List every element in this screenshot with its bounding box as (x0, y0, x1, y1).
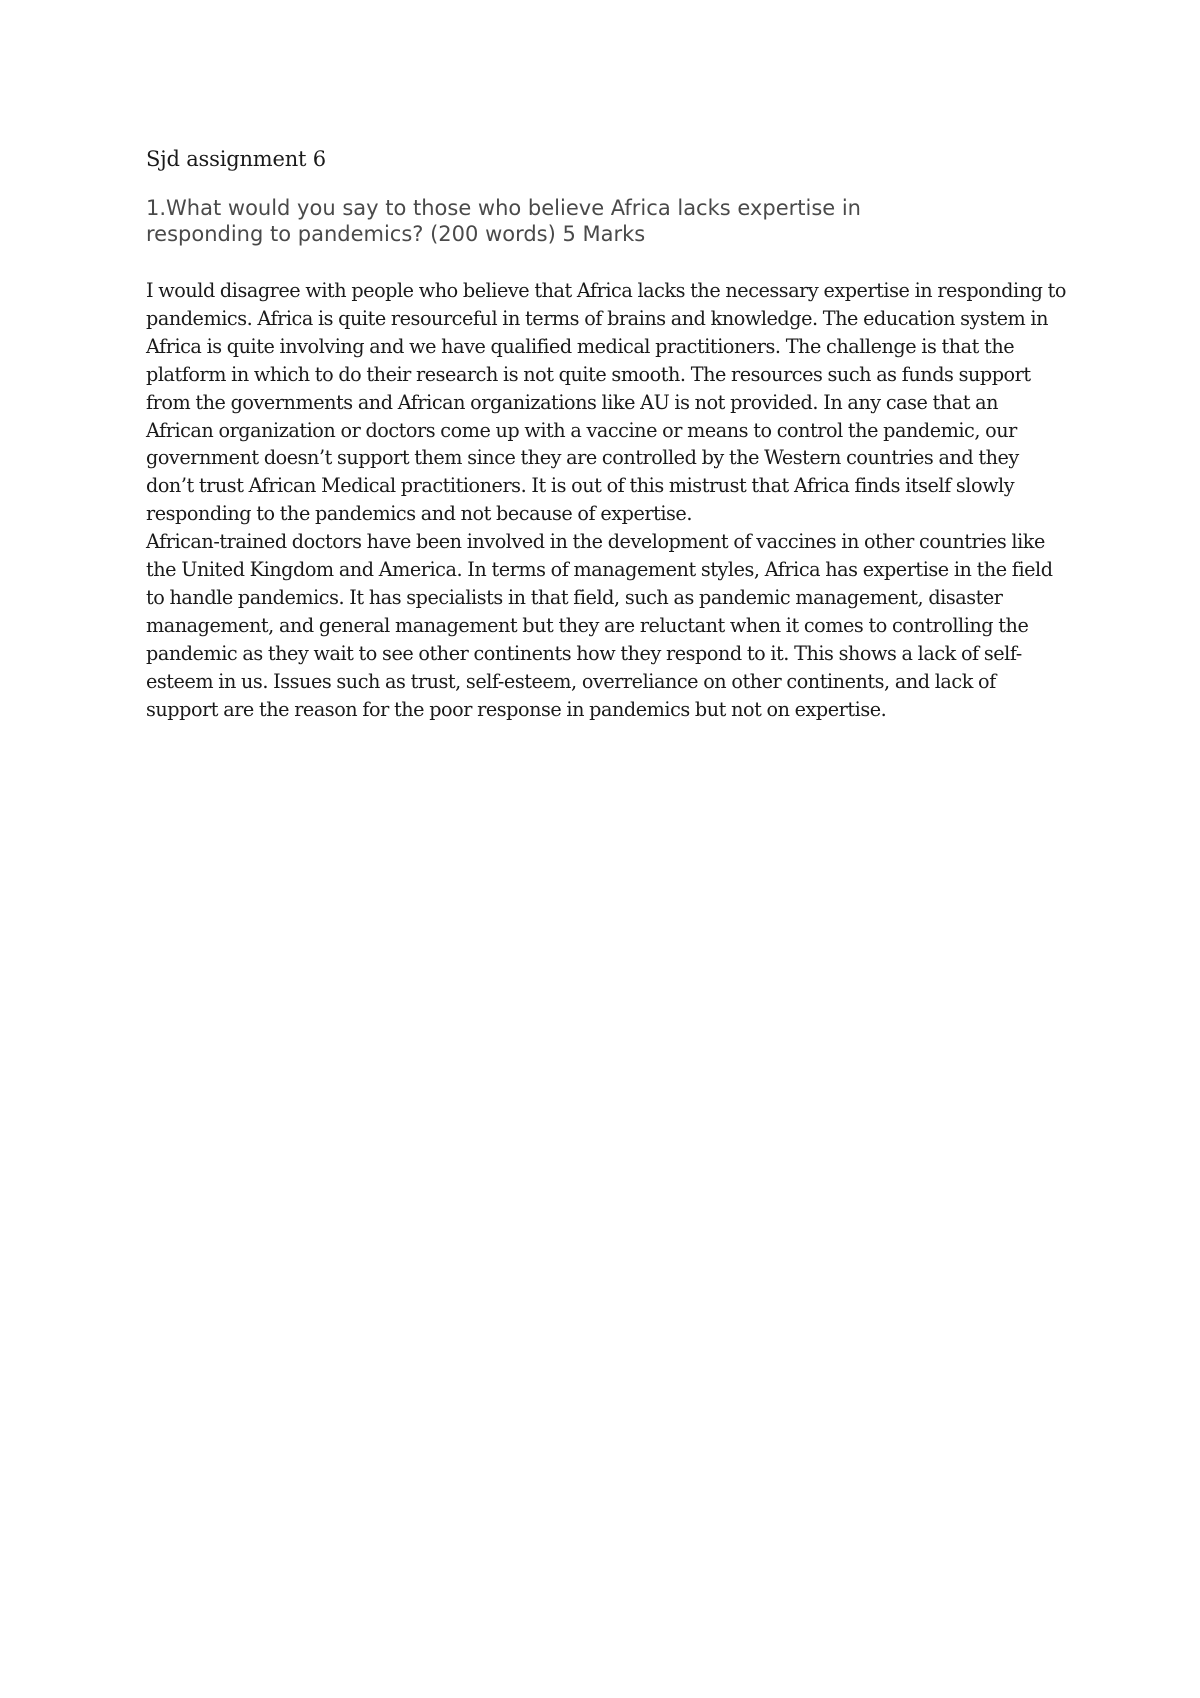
document-title: Sjd assignment 6 (146, 147, 326, 171)
question-heading: 1.What would you say to those who believe Africa lacks expertise in responding to pandemics? (200 words) 5 Marks (146, 196, 861, 246)
document-content (146, 145, 1066, 724)
answer-paragraph-1: I would disagree with people who believe that Africa lacks the necessary expertise in responding to pandemics. Africa is quite resourceful in terms of brains and knowledge. The education system in Africa is quite involving and we have qualified medical practitioners. The challenge is that the platform in which to do their research is not quite smooth. The resources such as funds support from the governments and African organizations like AU is not provided. In any case that an African organization or doctors come up with a vaccine or means to control the pandemic, our government doesn’t support them since they are controlled by the Western countries and they don’t trust African Medical practitioners. It is out of this mistrust that Africa finds itself slowly responding to the pandemics and not because of expertise. (146, 279, 1066, 526)
answer-paragraph-2: African-trained doctors have been involved in the development of vaccines in other countries like the United Kingdom and America. In terms of management styles, Africa has expertise in the field to handle pandemics. It has specialists in that field, such as pandemic management, disaster management, and general management but they are reluctant when it comes to controlling the pandemic as they wait to see other continents how they respond to it. This shows a lack of self-esteem in us. Issues such as trust, self-esteem, overreliance on other continents, and lack of support are the reason for the poor response in pandemics but not on expertise. (146, 530, 1053, 721)
